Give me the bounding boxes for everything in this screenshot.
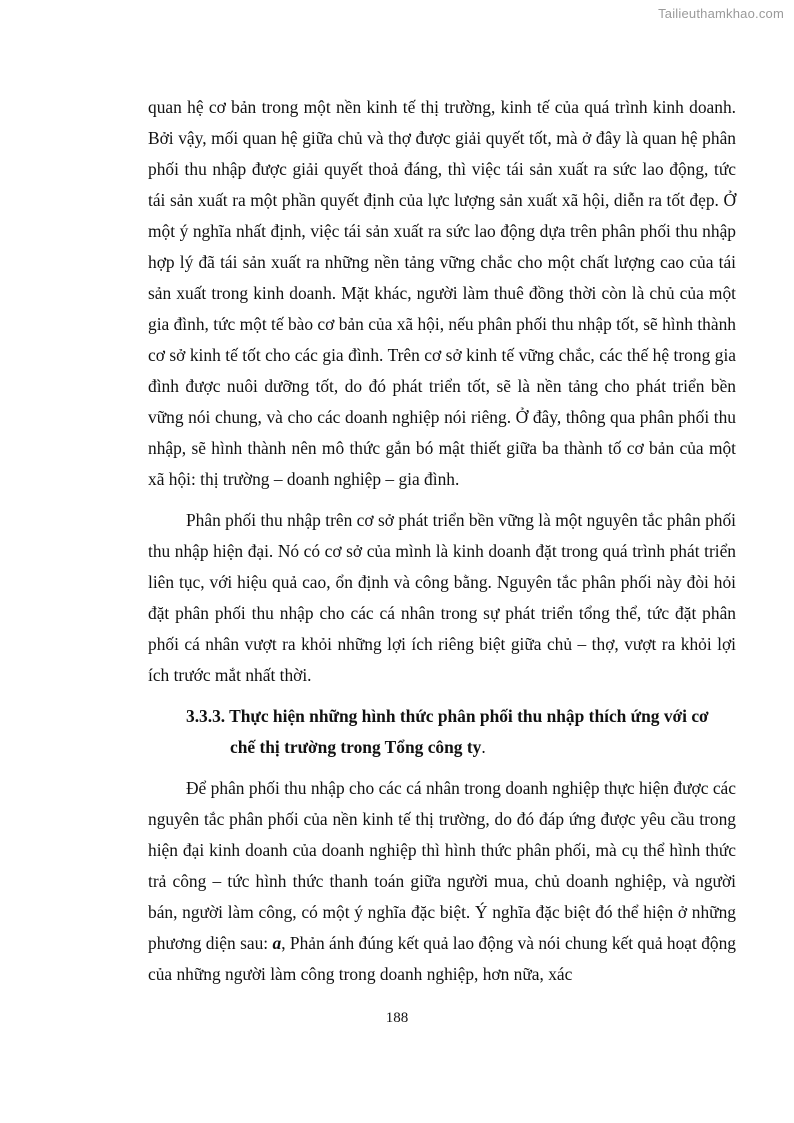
paragraph-3-bold-marker: a xyxy=(272,933,282,953)
section-heading-text: 3.3.3. Thực hiện những hình thức phân phối thu nhập thích ứng với cơ chế thị trường trong Tổng công ty xyxy=(186,706,709,757)
paragraph-2: Phân phối thu nhập trên cơ sở phát triển bền vững là một nguyên tắc phân phối thu nhập hiện đại. Nó có cơ sở của mình là kinh doanh đặt trong quá trình phát triển liên tục, với hiệu quả cao, ổn định và công bằng. Nguyên tắc phân phối này đòi hỏi đặt phân phối thu nhập cho các cá nhân trong sự phát triển tổng thể, tức đặt phân phối cá nhân vượt ra khỏi những lợi ích riêng biệt giữa chủ – thợ, vượt ra khỏi lợi ích trước mắt nhất thời. xyxy=(148,510,736,685)
paragraph-3 xyxy=(148,773,736,990)
section-heading xyxy=(148,701,736,763)
paragraph-3-end: , Phản ánh đúng kết quả lao động và nói chung kết quả hoạt động của những người làm công trong doanh nghiệp, hơn nữa, xác xyxy=(148,933,737,984)
watermark: Tailieuthamkhao.com xyxy=(658,6,784,21)
document-body xyxy=(148,92,736,990)
paragraph-1: quan hệ cơ bản trong một nền kinh tế thị trường, kinh tế của quá trình kinh doanh. Bởi vậy, mối quan hệ giữa chủ và thợ được giải quyết tốt, mà ở đây là quan hệ phân phối thu nhập được giải quyết thoả đáng, thì việc tái sản xuất ra sức lao động, tức tái sản xuất ra một phần quyết định của lực lượng sản xuất xã hội, diễn ra tốt đẹp. Ở một ý nghĩa nhất định, việc tái sản xuất ra sức lao động dựa trên phân phối thu nhập hợp lý đã tái sản xuất ra những nền tảng vững chắc cho một chất lượng cao của tái sản xuất trong kinh doanh. Mặt khác, người làm thuê đồng thời còn là chủ của một gia đình, tức một tế bào cơ bản của xã hội, nếu phân phối thu nhập tốt, sẽ hình thành cơ sở kinh tế tốt cho các gia đình. Trên cơ sở kinh tế vững chắc, các thế hệ trong gia đình được nuôi dưỡng tốt, do đó phát triển tốt, sẽ là nền tảng cho phát triển bền vững nói chung, và cho các doanh nghiệp nói riêng. Ở đây, thông qua phân phối thu nhập, sẽ hình thành nên mô thức gắn bó mật thiết giữa ba thành tố cơ bản của một xã hội: thị trường – doanh nghiệp – gia đình. xyxy=(148,97,736,489)
section-heading-period: . xyxy=(481,737,486,757)
page-number: 188 xyxy=(385,1010,409,1026)
paragraph-3-start: Để phân phối thu nhập cho các cá nhân trong doanh nghiệp thực hiện được các nguyên tắc phân phối của nền kinh tế thị trường, do đó đáp ứng được yêu cầu trong hiện đại kinh doanh của doanh nghiệp thì hình thức phân phối, mà cụ thể hình thức trả công – tức hình thức thanh toán giữa người mua, chủ doanh nghiệp, và người bán, người làm công, có một ý nghĩa đặc biệt. Ý nghĩa đặc biệt đó thể hiện ở những phương diện sau: xyxy=(148,778,736,953)
